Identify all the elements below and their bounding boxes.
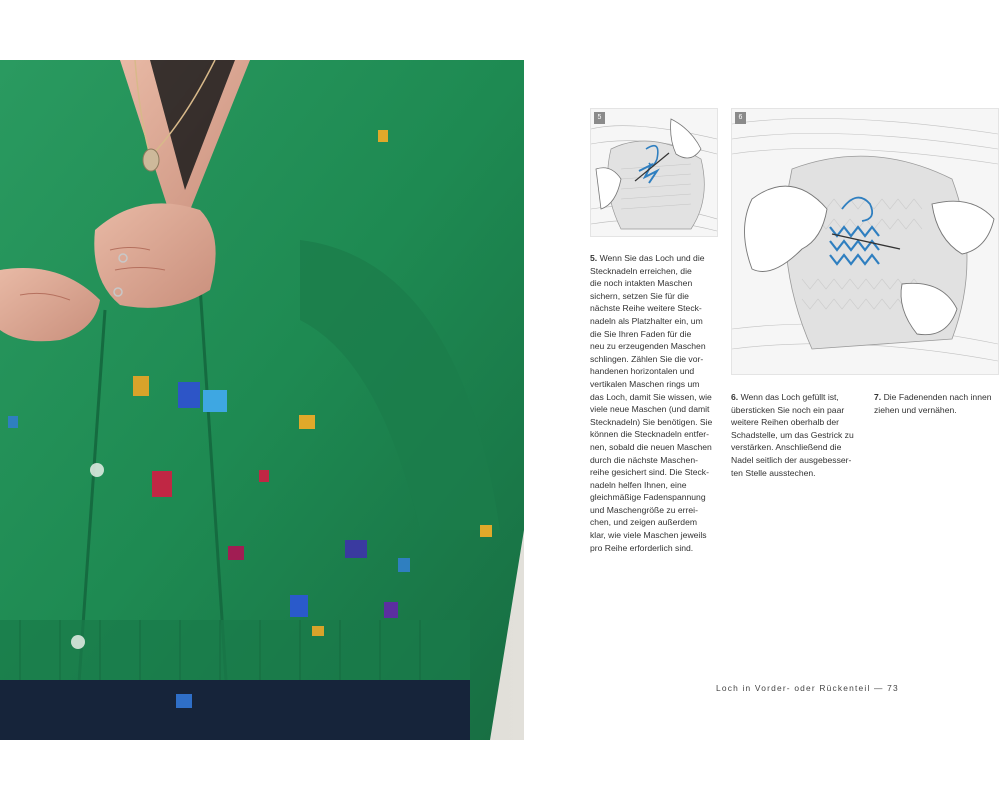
step-5-line: können die Stecknadeln entfer- — [590, 429, 709, 440]
step-5-line: handenen horizontalen und — [590, 366, 695, 377]
step-6-text — [731, 391, 859, 479]
illustration-step-6 — [731, 108, 999, 375]
cardigan-illustration — [0, 60, 524, 740]
step-5-line: gleichmäßige Fadenspannung — [590, 492, 706, 503]
step-5-line: nen, sobald die neuen Maschen — [590, 441, 712, 452]
step-5-line: Stecknadeln erreichen, die — [590, 265, 692, 276]
step-badge-6: 6 — [735, 112, 746, 124]
step-5-line: neu zu erzeugenden Maschen — [590, 341, 706, 352]
step-7-number: 7. — [874, 392, 882, 402]
green-cardigan-photo — [0, 60, 524, 740]
step-7-text — [874, 391, 998, 416]
step-badge-5: 5 — [594, 112, 605, 124]
step-5-line: Wenn Sie das Loch und die — [599, 253, 705, 263]
step-5-line: das Loch, damit Sie wissen, wie — [590, 391, 712, 402]
step-5-line: und Maschengröße zu errei- — [590, 504, 698, 515]
step-6-number: 6. — [731, 392, 739, 402]
step-5-line: die noch intakten Maschen — [590, 278, 693, 289]
step-6-line: Nadel seitlich der ausgebesser- — [731, 454, 852, 465]
step-5-line: schlingen. Zählen Sie die vor- — [590, 353, 704, 364]
step-5-line: nadeln als Platzhalter ein, um — [590, 315, 703, 326]
darning-needle-illustration — [591, 109, 717, 236]
step-5-line: chen, und zeigen außerdem — [590, 517, 698, 528]
step-6-line: ten Stelle ausstechen. — [731, 467, 816, 478]
step-5-line: vertikalen Maschen rings um — [590, 378, 700, 389]
step-5-line: durch die nächste Maschen- — [590, 454, 698, 465]
step-5-line: pro Reihe erforderlich sind. — [590, 542, 694, 553]
step-5-line: reihe gesichert sind. Die Steck- — [590, 467, 709, 478]
step-6-line: weitere Reihen oberhalb der — [731, 417, 839, 428]
step-5-line: die Sie Ihren Faden für die — [590, 328, 692, 339]
step-6-line: verstärken. Anschließend die — [731, 442, 842, 453]
step-5-line: Stecknadeln) Sie benötigen. Sie — [590, 416, 713, 427]
step-6-line: Schadstelle, um das Gestrick zu — [731, 429, 854, 440]
step-5-line: viele neue Maschen (und damit — [590, 404, 710, 415]
illustration-step-5 — [590, 108, 718, 237]
reinforced-stitches-illustration — [732, 109, 998, 374]
step-6-line: Wenn das Loch gefüllt ist, — [740, 392, 839, 402]
step-5-line: klar, wie viele Maschen jeweils — [590, 530, 707, 541]
step-5-number: 5. — [590, 253, 598, 263]
running-head-page-number: Loch in Vorder- oder Rückenteil — 73 — [716, 683, 899, 693]
step-6-line: übersticken Sie noch ein paar — [731, 404, 845, 415]
step-5-line: nächste Reihe weitere Steck- — [590, 303, 702, 314]
step-7-line: ziehen und vernähen. — [874, 404, 957, 415]
step-5-text — [590, 252, 716, 554]
step-5-line: sichern, setzen Sie für die — [590, 290, 689, 301]
step-7-line: Die Fadenenden nach innen — [883, 392, 992, 402]
step-5-line: nadeln helfen Ihnen, eine — [590, 479, 687, 490]
